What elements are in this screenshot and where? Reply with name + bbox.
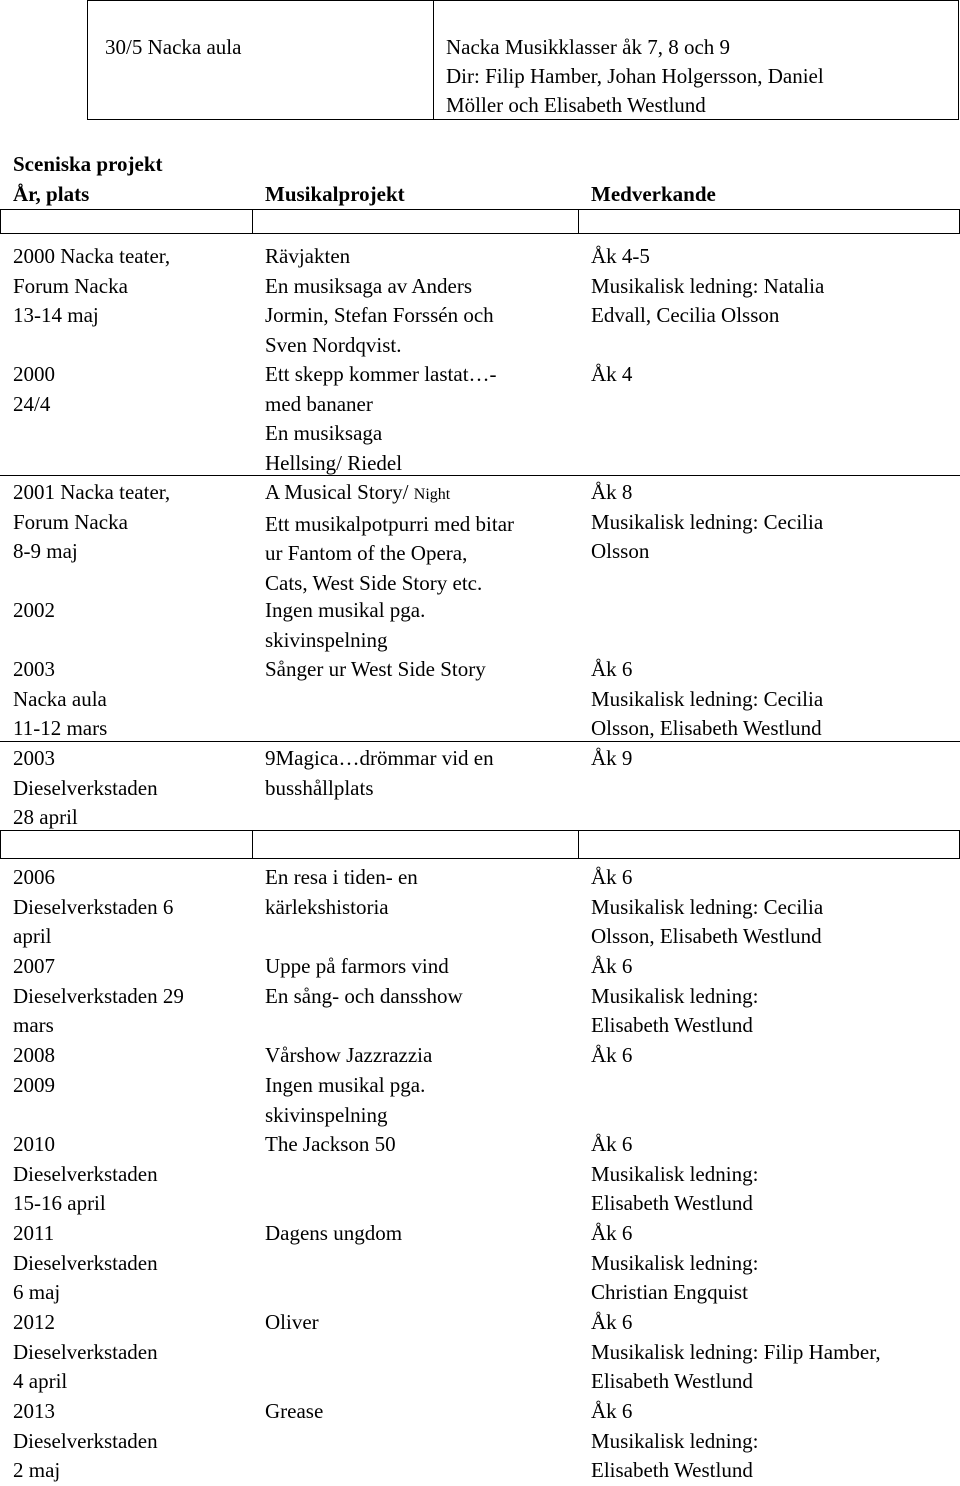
project-cell: Vårshow Jazzrazzia [265, 1043, 433, 1067]
participants-cell: Åk 6 Musikalisk ledning: Filip Hamber, Elisabeth Westlund [591, 1310, 881, 1394]
table-spacer-v2 [578, 209, 579, 234]
participants-cell: Åk 6 Musikalisk ledning: Christian Engquist [591, 1221, 759, 1305]
project-cell: Grease [265, 1399, 324, 1423]
table-block2-top [0, 858, 960, 859]
year-place-cell: 2003 Nacka aula 11-12 mars [13, 657, 108, 741]
year-place-cell: 2002 [13, 598, 55, 622]
row-separator [0, 475, 960, 476]
project-cell: Ingen musikal pga. skivinspelning [265, 598, 426, 652]
table-border-top [0, 209, 960, 210]
project-cell: Oliver [265, 1310, 319, 1334]
year-place-cell: 2003 Dieselverkstaden 28 april [13, 746, 158, 830]
year-place-cell: 2012 Dieselverkstaden 4 april [13, 1310, 158, 1394]
participants-cell: Åk 6 Musikalisk ledning: Cecilia Olsson, Elisabeth Westlund [591, 865, 824, 949]
project-cell: The Jackson 50 [265, 1132, 396, 1156]
row-separator [0, 741, 960, 742]
project-cell: 9Magica…drömmar vid en busshållplats [265, 746, 494, 800]
year-place-cell: 2007 Dieselverkstaden 29 mars [13, 954, 184, 1038]
project-cell: En resa i tiden- en kärlekshistoria [265, 865, 418, 919]
project-cell: Ett skepp kommer lastat…- med bananer En musiksaga Hellsing/ Riedel [265, 362, 497, 475]
participants-cell: Åk 6 Musikalisk ledning: Elisabeth Westlund [591, 1132, 759, 1216]
project-cell: Uppe på farmors vind En sång- och dansshow [265, 954, 463, 1008]
project-cell: Ingen musikal pga. skivinspelning [265, 1073, 426, 1127]
header-border-left [87, 0, 88, 120]
participants-cell: Åk 4 [591, 362, 633, 386]
table-spacer-v1 [252, 209, 253, 234]
participants-cell: Åk 6 Musikalisk ledning: Elisabeth Westlund [591, 954, 759, 1038]
concert-title-line-2: Dir: Filip Hamber, Johan Holgersson, Daniel [446, 64, 824, 88]
year-place-cell: 2010 Dieselverkstaden 15-16 april [13, 1132, 158, 1216]
participants-cell: Åk 6 Musikalisk ledning: Cecilia Olsson, Elisabeth Westlund [591, 657, 824, 741]
project-cell: Sånger ur West Side Story [265, 657, 486, 681]
participants-cell: Åk 8 Musikalisk ledning: Cecilia Olsson [591, 480, 824, 564]
column-header-project: Musikalprojekt [265, 182, 405, 206]
participants-cell: Åk 6 Musikalisk ledning: Elisabeth Westlund [591, 1399, 759, 1483]
year-place-cell: 2001 Nacka teater, Forum Nacka 8-9 maj [13, 480, 171, 564]
column-header-year-place: År, plats [13, 182, 90, 206]
header-border-right [958, 0, 959, 120]
column-header-participants: Medverkande [591, 182, 716, 206]
concert-title-line-1: Nacka Musikklasser åk 7, 8 och 9 [446, 35, 731, 59]
year-place-cell: 2000 Nacka teater, Forum Nacka 13-14 maj [13, 244, 171, 328]
participants-cell: Åk 6 [591, 1043, 633, 1067]
header-border-top [87, 0, 959, 1]
header-border-mid [433, 0, 434, 120]
concert-date-place: 30/5 Nacka aula [105, 35, 242, 59]
concert-title-line-3: Möller och Elisabeth Westlund [446, 93, 706, 117]
year-place-cell: 2013 Dieselverkstaden 2 maj [13, 1399, 158, 1483]
project-cell: Rävjakten En musiksaga av Anders Jormin, Stefan Forssén och Sven Nordqvist. [265, 244, 494, 357]
year-place-cell: 2011 Dieselverkstaden 6 maj [13, 1221, 158, 1305]
year-place-cell: 2008 [13, 1043, 55, 1067]
table-gap-v1 [252, 830, 253, 859]
table-header-spacer-line [0, 233, 960, 234]
section-title: Sceniska projekt [13, 152, 163, 176]
project-cell: A Musical Story/ Night Ett musikalpotpurri med bitar ur Fantom of the Opera, Cats, West Side Story etc. [265, 480, 515, 595]
table-gap-v0 [0, 830, 1, 859]
participants-cell: Åk 4-5 Musikalisk ledning: Natalia Edvall, Cecilia Olsson [591, 244, 825, 328]
table-gap-v2 [578, 830, 579, 859]
year-place-cell: 2000 24/4 [13, 362, 55, 416]
table-spacer-v0 [0, 209, 1, 234]
project-cell: Dagens ungdom [265, 1221, 403, 1245]
participants-cell: Åk 9 [591, 746, 633, 770]
year-place-cell: 2006 Dieselverkstaden 6 april [13, 865, 174, 949]
year-place-cell: 2009 [13, 1073, 55, 1097]
